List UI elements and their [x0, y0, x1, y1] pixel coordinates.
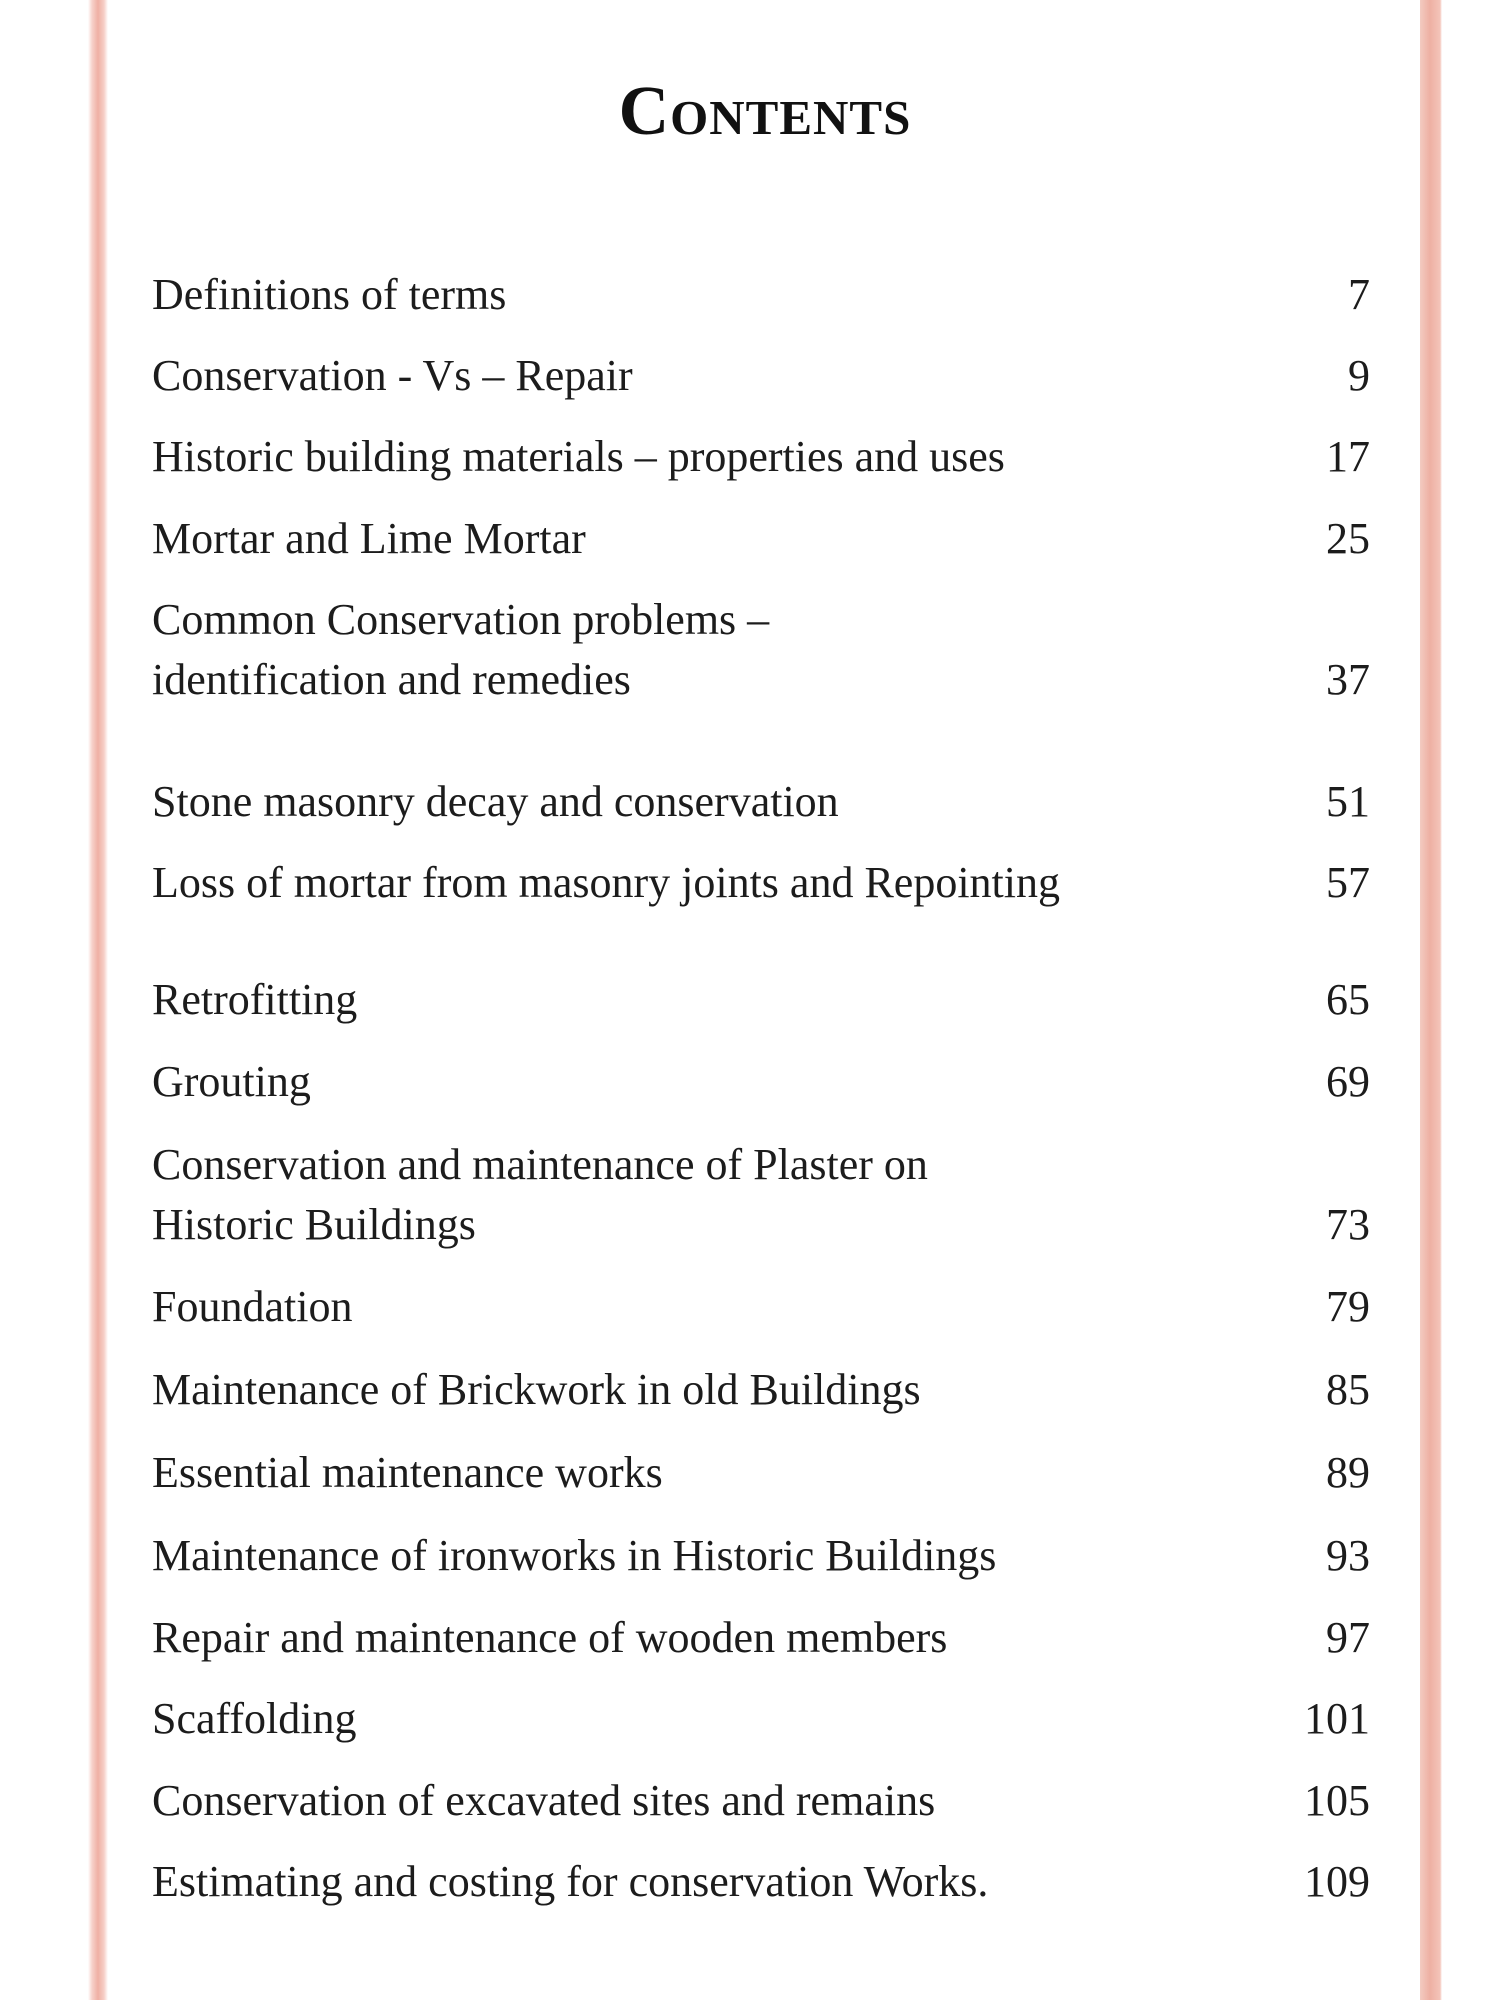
- toc-entry[interactable]: [152, 853, 1370, 913]
- toc-entry-title: Maintenance of ironworks in Historic Buildings: [152, 1531, 997, 1580]
- toc-entry-title: Estimating and costing for conservation Works.: [152, 1857, 989, 1906]
- toc-entry[interactable]: [152, 590, 1370, 710]
- table-of-contents: [110, 0, 1420, 2000]
- toc-entry-title: Essential maintenance works: [152, 1448, 663, 1497]
- toc-page-number: 85: [1326, 1365, 1370, 1414]
- toc-page-number: 105: [1304, 1776, 1370, 1825]
- toc-entry[interactable]: [152, 1360, 1370, 1420]
- contents-page: [110, 0, 1420, 2000]
- toc-page-number: 37: [1326, 655, 1370, 704]
- toc-entry-title: Common Conservation problems – identification and remedies: [152, 595, 770, 704]
- toc-entry-title: Maintenance of Brickwork in old Buildings: [152, 1365, 921, 1414]
- toc-entry[interactable]: [152, 970, 1370, 1030]
- toc-entry[interactable]: [152, 509, 1370, 569]
- toc-entry[interactable]: [152, 346, 1370, 406]
- toc-entry[interactable]: [152, 1689, 1370, 1749]
- toc-entry[interactable]: [152, 1852, 1370, 1912]
- page-edge-left: [0, 0, 108, 2000]
- page-edge-right: [1420, 0, 1500, 2000]
- toc-entry-title: Repair and maintenance of wooden members: [152, 1613, 948, 1662]
- toc-entry-title: Conservation and maintenance of Plaster on Historic Buildings: [152, 1140, 928, 1249]
- toc-page-number: 79: [1326, 1282, 1370, 1331]
- toc-page-number: 9: [1348, 351, 1370, 400]
- toc-entry-title: Conservation of excavated sites and remains: [152, 1776, 936, 1825]
- toc-page-number: 69: [1326, 1057, 1370, 1106]
- toc-page-number: 73: [1326, 1200, 1370, 1249]
- toc-entry[interactable]: [152, 1135, 1370, 1255]
- toc-entry[interactable]: [152, 1443, 1370, 1503]
- toc-entry-title: Stone masonry decay and conservation: [152, 777, 839, 826]
- toc-entry[interactable]: [152, 1526, 1370, 1586]
- toc-entry-title: Grouting: [152, 1057, 311, 1106]
- toc-entry-title: Historic building materials – properties and uses: [152, 432, 1005, 481]
- toc-page-number: 97: [1326, 1613, 1370, 1662]
- toc-entry-title: Scaffolding: [152, 1694, 357, 1743]
- toc-page-number: 57: [1326, 858, 1370, 907]
- toc-page-number: 17: [1326, 432, 1370, 481]
- page-title: Contents: [618, 73, 912, 150]
- toc-entry-title: Retrofitting: [152, 975, 358, 1024]
- toc-entry-title: Conservation - Vs – Repair: [152, 351, 633, 400]
- toc-page-number: 65: [1326, 975, 1370, 1024]
- toc-page-number: 109: [1304, 1857, 1370, 1906]
- toc-page-number: 89: [1326, 1448, 1370, 1497]
- toc-entry-title: Loss of mortar from masonry joints and Repointing: [152, 858, 1060, 907]
- toc-entry[interactable]: [152, 1277, 1370, 1337]
- toc-entry[interactable]: [152, 1771, 1370, 1831]
- toc-entry-title: Foundation: [152, 1282, 353, 1331]
- toc-page-number: 25: [1326, 514, 1370, 563]
- toc-entry[interactable]: [152, 772, 1370, 832]
- toc-entry[interactable]: [152, 427, 1370, 487]
- toc-page-number: 101: [1304, 1694, 1370, 1743]
- toc-page-number: 51: [1326, 777, 1370, 826]
- toc-entry-title: Definitions of terms: [152, 270, 507, 319]
- toc-entry[interactable]: [152, 265, 1370, 325]
- toc-entry[interactable]: [152, 1052, 1370, 1112]
- toc-entry[interactable]: [152, 1608, 1370, 1668]
- toc-page-number: 7: [1348, 270, 1370, 319]
- toc-page-number: 93: [1326, 1531, 1370, 1580]
- toc-entry-title: Mortar and Lime Mortar: [152, 514, 586, 563]
